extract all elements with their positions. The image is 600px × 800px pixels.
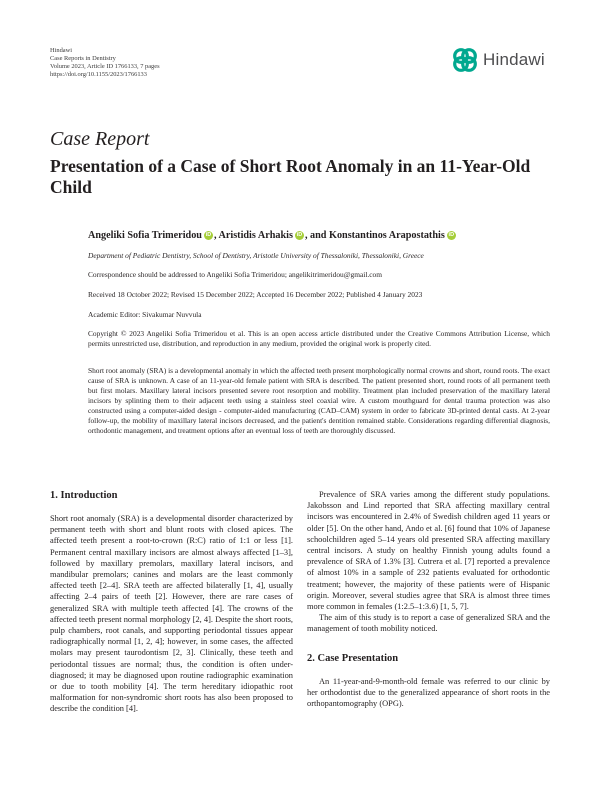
orcid-icon[interactable]: iD — [448, 232, 455, 238]
paragraph: Prevalence of SRA varies among the different study populations. Jakobsson and Lind reported that SRA affecting maxillary central incisors was encountered in 2.4% of Swedish children aged 11 years or older [5]. On the other hand, Ando et al. [6] found that 10% of Japanese schoolchildren aged 5–14 years old presented SRA affecting maxillary central incisors. A study on healthy Finnish young adults found a prevalence of SRA of 1.3% [3]. Cutrera et al. [7] reported a prevalence of almost 10% in a sample of 232 patients evaluated for orthodontic treatment; however, the majority of these patients were of Hispanic origin. Moreover, several studies agree that SRA is almost three times more common in females (1:2.5–1:3.6) [1, 5, 7]. — [307, 490, 550, 612]
hindawi-logo — [452, 47, 545, 73]
doi-link[interactable]: https://doi.org/10.1155/2023/1766133 — [50, 71, 147, 79]
paragraph: An 11-year-and-9-month-old female was referred to our clinic by her orthodontist due to the generalized appearance of short roots in the orthopantomography (OPG). — [307, 676, 550, 709]
left-column — [50, 489, 293, 715]
article-type: Case Report — [50, 128, 150, 150]
paragraph: The aim of this study is to report a case of generalized SRA and the management of tooth mobility noticed. — [307, 613, 550, 634]
section-heading-introduction: 1. Introduction — [50, 490, 118, 501]
author-name: Angeliki Sofia Trimeridou — [88, 230, 202, 241]
affiliation: Department of Pediatric Dentistry, School of Dentistry, Aristotle University of Thessaloniki, Thessaloniki, Greece — [88, 251, 424, 260]
author-list — [88, 230, 457, 241]
publisher-name: Hindawi — [50, 47, 73, 54]
author-name: , Aristidis Arhakis — [213, 230, 293, 241]
copyright-notice: Copyright © 2023 Angeliki Sofia Trimeridou et al. This is an open access article distributed under the Creative Commons Attribution License, which permits unrestricted use, distribution, and reproduction in any medium, provided the original work is properly cited. — [88, 329, 550, 348]
academic-editor: Academic Editor: Sivakumar Nuvvula — [88, 310, 202, 319]
orcid-icon[interactable]: iD — [205, 232, 212, 238]
correspondence: Correspondence should be addressed to Angeliki Sofia Trimeridou; angelikitrimeridou@gmail.com — [88, 270, 382, 279]
right-column — [307, 489, 550, 709]
paragraph: Short root anomaly (SRA) is a developmental disorder characterized by permanent teeth with short and blunt roots with closed apices. The affected teeth present a root-to-crown (R:C) ratio of 1:1 or less [1]. Permanent central maxillary incisors are almost always affected [1–3], followed by maxillary premolars, maxillary lateral incisors, and mandibular premolars; canines and molars are the least commonly affected teeth [2–4]. SRA teeth are affected bilaterally [1, 4], usually affecting 2–4 pairs of teeth [2]. However, there are rare cases of generalized SRA with multiple teeth affected [4]. The crowns of the affected teeth present normal morphology [2, 4]. Despite the short roots, pulp chambers, root canals, and supporting periodontal tissues appear radiographically normal [1, 2, 4]; however, in some cases, the affected molars may present taurodontism [2, 3]. Clinically, these teeth and periodontal tissues are normal; thus, the condition is often under-diagnosed; it may be diagnosed upon routine radiographic examination or due to tooth mobility [4]. The term hereditary idiopathic root malformation for non-syndromic short roots has also been proposed to describe the condition [4]. — [50, 514, 293, 714]
article-title: Presentation of a Case of Short Root Anomaly in an 11-Year-Old Child — [50, 156, 531, 197]
journal-name: Case Reports in Dentistry — [50, 55, 116, 63]
hindawi-logo-icon — [452, 47, 478, 73]
author-name: , and Konstantinos Arapostathis — [304, 230, 445, 241]
orcid-icon[interactable]: iD — [296, 232, 303, 238]
abstract: Short root anomaly (SRA) is a developmental anomaly in which the affected teeth present morphologically normal crowns and short, round roots. The exact cause of SRA is unknown. A case of an 11-year-old female patient with SRA is described. The patient presented short, round roots of all permanent teeth but first molars. Maxillary lateral incisors presented severe root resorption and mobility. Treatment plan included preservation of the maxillary lateral incisors by splinting them to their adjacent teeth using a stainless steel coaxial wire. A custom mouthguard for dental trauma protection was also constructed using a computer-aided design - computer-aided manufacturing (CAD–CAM) system in order to fabricate 3D-printed dental casts. At 2-year follow-up, the mobility of maxillary lateral incisors decreased, and the patient's dentition remained stable. Considerations regarding differential diagnosis, orthodontic management, and treatment options after an eventual loss of teeth are thoroughly discussed. — [88, 366, 550, 435]
publication-dates: Received 18 October 2022; Revised 15 December 2022; Accepted 16 December 2022; Published 4 January 2023 — [88, 290, 423, 299]
hindawi-logo-text: Hindawi — [483, 50, 545, 69]
volume-info: Volume 2023, Article ID 1766133, 7 pages — [50, 63, 160, 71]
section-heading-case-presentation: 2. Case Presentation — [307, 652, 399, 664]
journal-metadata — [50, 47, 160, 79]
